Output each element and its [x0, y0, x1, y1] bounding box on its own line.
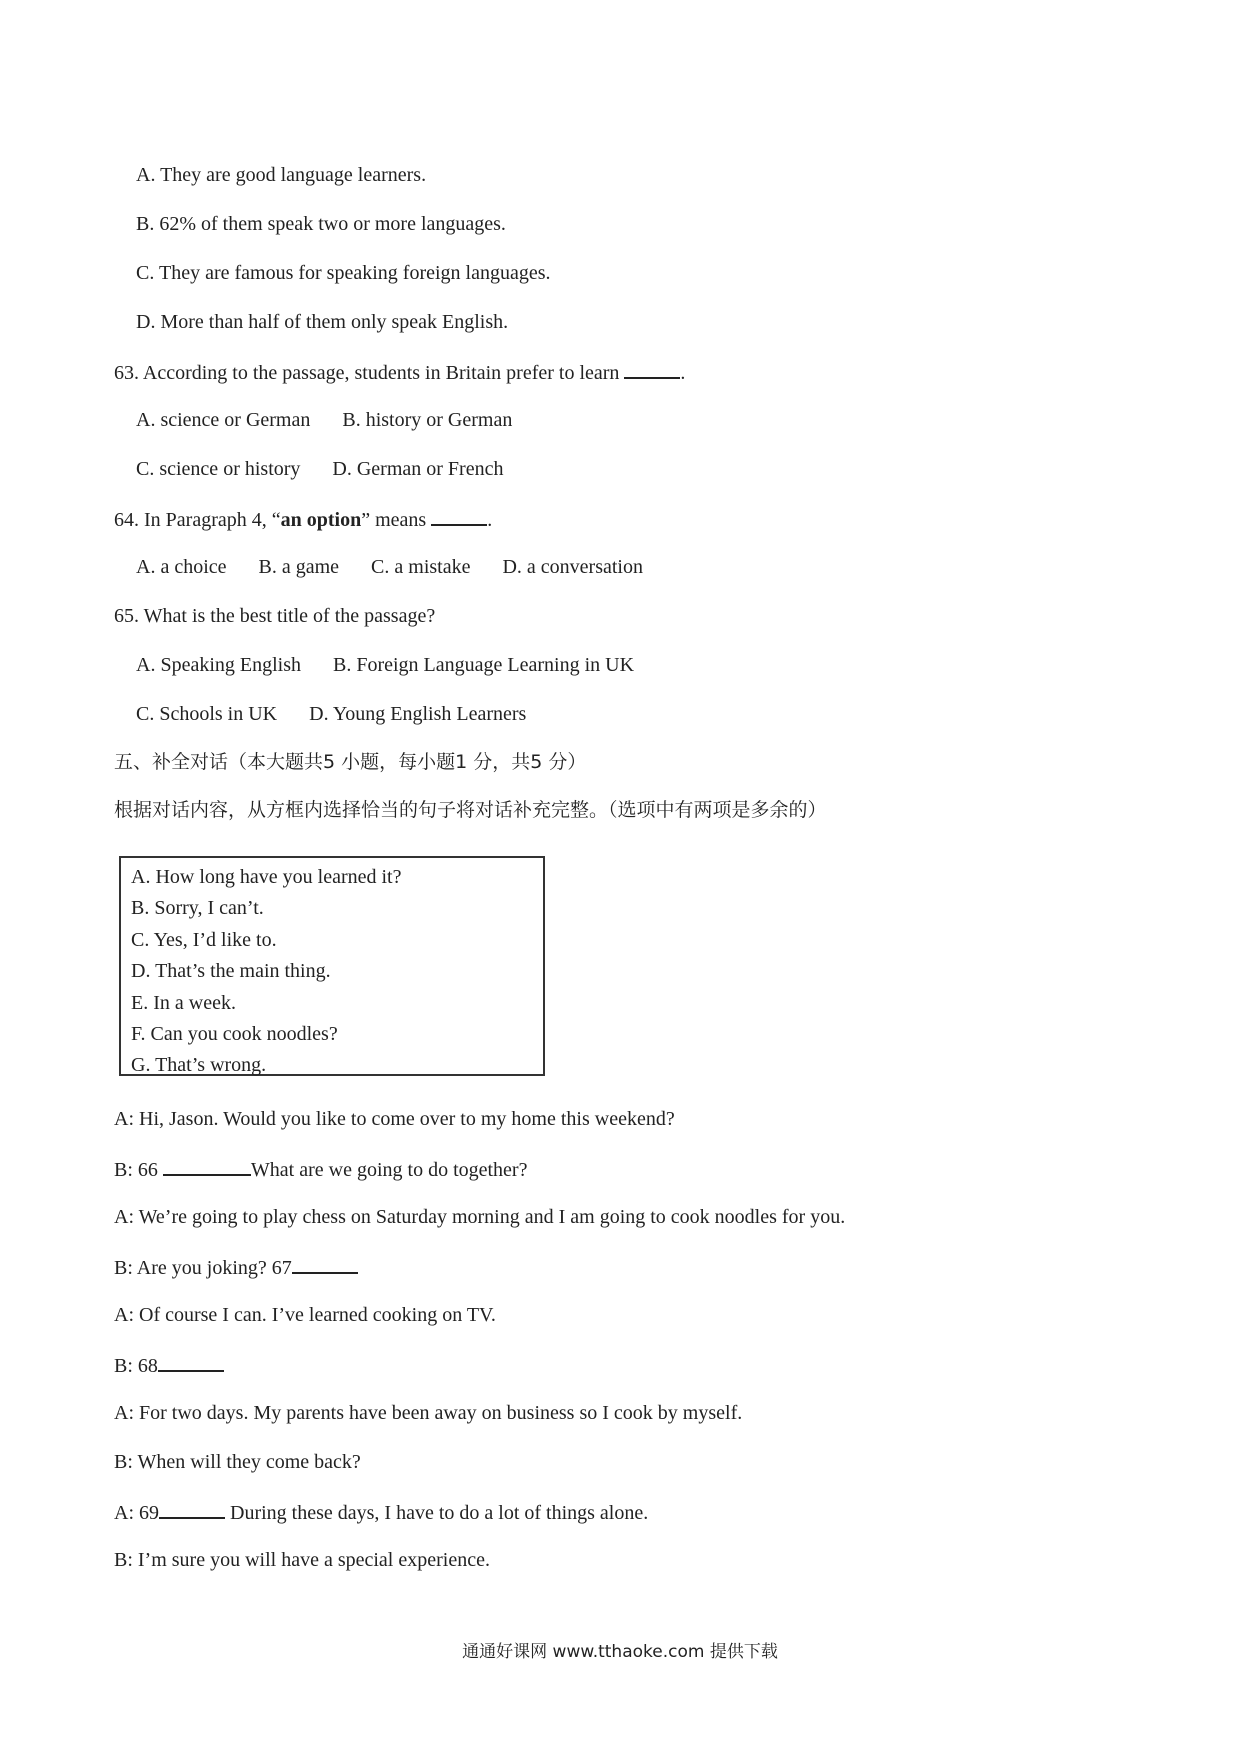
answer-blank: [624, 359, 680, 379]
dialogue-line-1: A: Hi, Jason. Would you like to come over to my home this weekend?: [114, 1108, 675, 1130]
box-option-a: A. How long have you learned it?: [131, 866, 402, 888]
q65-options-row-1: [136, 653, 666, 677]
dialogue-line-6-pre: B: 68: [114, 1355, 158, 1377]
q64-stem: [114, 506, 492, 532]
section-heading: 五、补全对话（本大题共5 小题，每小题1 分，共5 分）: [114, 751, 587, 773]
q63-option-b: B. history or German: [342, 409, 513, 431]
q64-stem-pre: 64. In Paragraph 4, “: [114, 509, 281, 531]
dialogue-line-4-pre: B: Are you joking? 67: [114, 1257, 292, 1279]
q65-stem: 65. What is the best title of the passage?: [114, 605, 436, 627]
q64-option-a: A. a choice: [136, 556, 227, 578]
q65-options-row-2: [136, 702, 558, 726]
answer-blank-67: [292, 1254, 358, 1274]
footer-watermark: 通通好课网 www.tthaoke.com 提供下载: [462, 1642, 778, 1662]
answer-blank-66: [163, 1156, 251, 1176]
q65-option-c: C. Schools in UK: [136, 703, 278, 725]
q64-stem-end: .: [487, 509, 493, 531]
dialogue-line-2: [114, 1156, 527, 1182]
q63-stem: [114, 359, 685, 385]
box-option-d: D. That’s the main thing.: [131, 960, 331, 983]
dialogue-line-2-post: What are we going to do together?: [250, 1159, 528, 1181]
dialogue-line-9: [114, 1499, 648, 1525]
box-option-g: G. That’s wrong.: [131, 1054, 267, 1077]
box-option-b: B. Sorry, I can’t.: [131, 897, 264, 920]
dialogue-line-8: B: When will they come back?: [114, 1451, 361, 1473]
dialogue-line-9-pre: A: 69: [114, 1502, 159, 1524]
q64-stem-bold: an option: [280, 509, 362, 531]
dialogue-line-4: [114, 1254, 358, 1280]
box-option-f: F. Can you cook noodles?: [131, 1023, 338, 1046]
q63-stem-text: 63. According to the passage, students in Britain prefer to learn: [114, 362, 620, 384]
box-option-e: E. In a week.: [131, 991, 236, 1014]
q63-option-d: D. German or French: [332, 458, 504, 480]
q63-option-a: A. science or German: [136, 409, 311, 431]
dialogue-line-3: A: We’re going to play chess on Saturday morning and I am going to cook noodles for you.: [114, 1206, 846, 1228]
answer-blank-68: [158, 1352, 224, 1372]
dialogue-line-5: A: Of course I can. I’ve learned cooking on TV.: [114, 1304, 496, 1326]
q65-option-d: D. Young English Learners: [309, 703, 527, 725]
choice-box: [119, 856, 545, 1076]
dialogue-line-6: [114, 1352, 224, 1378]
q65-option-a: A. Speaking English: [136, 654, 301, 676]
q64-option-d: D. a conversation: [502, 556, 643, 578]
q64-options-row: [136, 555, 675, 579]
dialogue-line-2-pre: B: 66: [114, 1159, 158, 1181]
dialogue-line-9-post: During these days, I have to do a lot of things alone.: [230, 1502, 649, 1524]
dialogue-line-7: A: For two days. My parents have been away on business so I cook by myself.: [114, 1402, 743, 1424]
q64-option-c: C. a mistake: [371, 556, 471, 578]
q63-option-c: C. science or history: [136, 458, 301, 480]
section-instruction: 根据对话内容，从方框内选择恰当的句子将对话补充完整。（选项中有两项是多余的）: [114, 799, 827, 821]
q64-option-b: B. a game: [258, 556, 340, 578]
answer-blank-69: [159, 1499, 225, 1519]
box-option-c: C. Yes, I’d like to.: [131, 928, 277, 951]
q63-stem-end: .: [680, 362, 686, 384]
q63-options-row-1: [136, 408, 544, 432]
q63-options-row-2: [136, 457, 535, 481]
q62-option-a: A. They are good language learners.: [136, 164, 427, 186]
q62-option-b: B. 62% of them speak two or more languages.: [136, 213, 506, 235]
q65-option-b: B. Foreign Language Learning in UK: [333, 654, 635, 676]
q62-option-c: C. They are famous for speaking foreign languages.: [136, 262, 551, 284]
q64-stem-post: ” means: [361, 509, 427, 531]
q62-option-d: D. More than half of them only speak English.: [136, 311, 509, 333]
answer-blank: [431, 506, 487, 526]
dialogue-line-10: B: I’m sure you will have a special experience.: [114, 1549, 490, 1571]
